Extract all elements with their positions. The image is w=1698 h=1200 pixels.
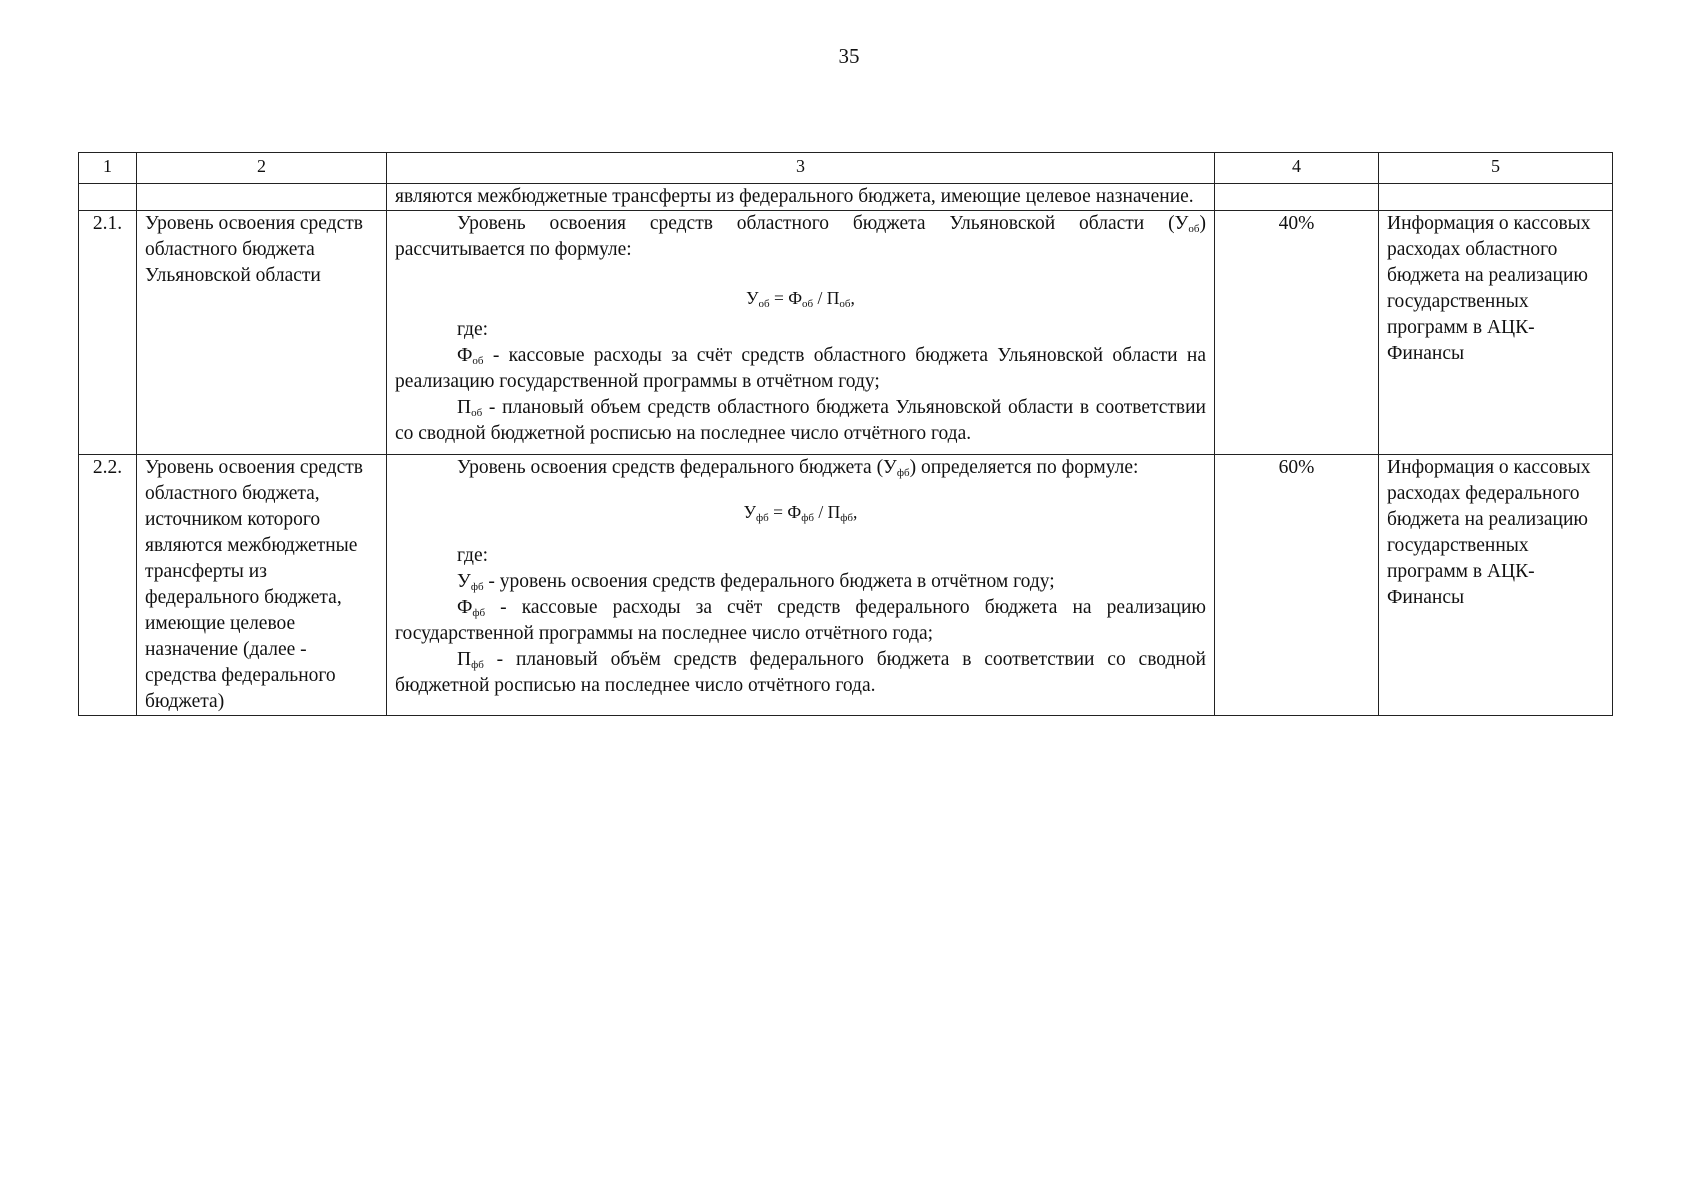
formula: $У_{об} = Ф_{об} / П_{об}$, — [746, 288, 855, 310]
definition: $Ф_{об}$ - кассовые расходы за счёт средств областного бюджета Ульяновской области на реализацию государственной программы в отчётном году; — [395, 345, 1206, 392]
continuation-text: являются межбюджетные трансферты из федерального бюджета, имеющие целевое назначение. — [395, 186, 1194, 207]
table-header-row — [79, 153, 1613, 184]
indicator-name: Уровень освоения средств областного бюджета Ульяновской области — [137, 211, 387, 455]
row-number: 2.2. — [79, 455, 137, 716]
method-intro: Уровень освоения средств областного бюджета Ульяновской области $(У_{об})$ рассчитывается по формуле: — [395, 213, 1206, 260]
indicators-table — [78, 152, 1613, 716]
definition: $У_{фб}$ - уровень освоения средств федерального бюджета в отчётном году; — [457, 571, 1055, 593]
indicator-weight: 60% — [1215, 455, 1379, 716]
calculation-method — [387, 455, 1215, 716]
column-header-5: 5 — [1379, 153, 1613, 184]
row0-num-cell — [79, 184, 137, 211]
data-source: Информация о кассовых расходах областного бюджета на реализацию государственных программ в АЦК-Финансы — [1379, 211, 1613, 455]
indicator-weight: 40% — [1215, 211, 1379, 455]
definition: $П_{фб}$ - плановый объём средств федерального бюджета в соответствии со сводной бюджетной росписью на последнее число отчётного года. — [395, 649, 1206, 696]
column-header-4: 4 — [1215, 153, 1379, 184]
where-label: где: — [457, 545, 489, 566]
page-number: 35 — [838, 44, 860, 68]
table-row — [79, 211, 1613, 455]
row0-source-cell — [1379, 184, 1613, 211]
table-row — [79, 455, 1613, 716]
calculation-method — [387, 211, 1215, 455]
indicator-name: Уровень освоения средств областного бюджета, источником которого являются межбюджетные трансферты из федерального бюджета, имеющие целевое назначение (далее - средства федерального бюджета) — [137, 455, 387, 716]
row-number: 2.1. — [79, 211, 137, 455]
data-source: Информация о кассовых расходах федерального бюджета на реализацию государственных программ в АЦК-Финансы — [1379, 455, 1613, 716]
column-header-1: 1 — [79, 153, 137, 184]
row0-weight-cell — [1215, 184, 1379, 211]
row0-method-cell — [387, 184, 1215, 211]
formula: $У_{фб} = Ф_{фб} / П_{фб}$, — [743, 502, 858, 524]
table-row-continuation — [79, 184, 1613, 211]
row0-name-cell — [137, 184, 387, 211]
column-header-2: 2 — [137, 153, 387, 184]
column-header-3: 3 — [387, 153, 1215, 184]
definition: $П_{об}$ - плановый объем средств областного бюджета Ульяновской области в соответствии со сводной бюджетной росписью на последнее число отчётного года. — [395, 397, 1206, 444]
method-intro: Уровень освоения средств федерального бюджета $(У_{фб})$ определяется по формуле: — [457, 457, 1139, 479]
where-label: где: — [457, 319, 489, 340]
definition: $Ф_{фб}$ - кассовые расходы за счёт средств федерального бюджета на реализацию государственной программы на последнее число отчётного года; — [395, 597, 1206, 644]
